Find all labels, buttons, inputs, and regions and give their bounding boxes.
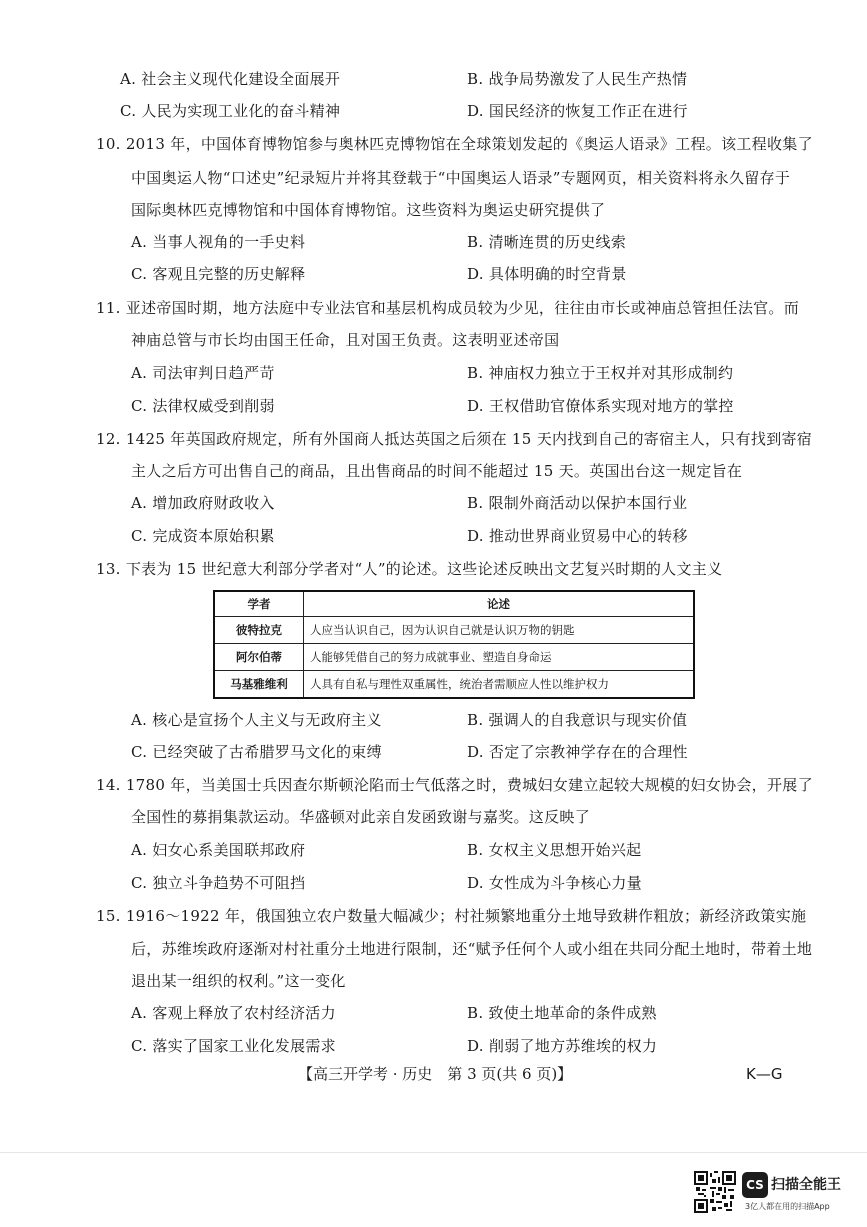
page-footer-title: 【高三开学考 · 历史 第 3 页(共 6 页)】 [298, 1065, 573, 1083]
q12-option-a: A. 增加政府财政收入 [131, 494, 275, 512]
q15-stem-line3: 退出某一组织的权利。”这一变化 [131, 972, 346, 990]
q13-stem-line1: 13. 下表为 15 世纪意大利部分学者对“人”的论述。这些论述反映出文艺复兴时期的人文主义 [96, 560, 723, 578]
q15-option-b: B. 致使土地革命的条件成熟 [467, 1004, 657, 1022]
q10-stem-line2: 中国奥运人物“口述史”纪录短片并将其登载于“中国奥运人语录”专题网页，相关资料将永久留存于 [131, 169, 791, 187]
table-cell-statement: 人应当认识自己，因为认识自己就是认识万物的钥匙 [304, 617, 695, 644]
q9-option-a: A. 社会主义现代化建设全面展开 [120, 70, 341, 88]
q10-option-c: C. 客观且完整的历史解释 [131, 265, 306, 283]
camscanner-logo-icon: CS [742, 1172, 768, 1198]
table-cell-scholar: 马基雅维利 [214, 671, 304, 699]
table-cell-statement: 人能够凭借自己的努力成就事业、塑造自身命运 [304, 644, 695, 671]
q12-stem-line1: 12. 1425 年英国政府规定，所有外国商人抵达英国之后须在 15 天内找到自己的寄宿主人，只有找到寄宿 [96, 430, 813, 448]
q12-option-d: D. 推动世界商业贸易中心的转移 [467, 527, 688, 545]
q12-option-c: C. 完成资本原始积累 [131, 527, 275, 545]
table-cell-statement: 人具有自私与理性双重属性，统治者需顺应人性以维护权力 [304, 671, 695, 699]
q11-stem-line2: 神庙总管与市长均由国王任命，且对国王负责。这表明亚述帝国 [131, 331, 560, 349]
q14-option-d: D. 女性成为斗争核心力量 [467, 874, 642, 892]
camscanner-name: 扫描全能王 [771, 1177, 841, 1193]
table-row [214, 671, 694, 699]
q9-option-c: C. 人民为实现工业化的奋斗精神 [120, 102, 341, 120]
table-header-scholar: 学者 [214, 591, 304, 617]
q9-option-b: B. 战争局势激发了人民生产热情 [467, 70, 688, 88]
q11-option-a: A. 司法审判日趋严苛 [131, 364, 275, 382]
q10-option-b: B. 清晰连贯的历史线索 [467, 233, 627, 251]
q13-option-d: D. 否定了宗教神学存在的合理性 [467, 743, 688, 761]
q14-option-a: A. 妇女心系美国联邦政府 [131, 841, 306, 859]
q13-table [213, 590, 695, 699]
table-cell-scholar: 彼特拉克 [214, 617, 304, 644]
scan-divider [0, 1152, 867, 1153]
q9-option-d: D. 国民经济的恢复工作正在进行 [467, 102, 688, 120]
table-header-row [214, 591, 694, 617]
q15-stem-line1: 15. 1916～1922 年，俄国独立农户数量大幅减少；村社频繁地重分土地导致耕作粗放；新经济政策实施 [96, 907, 807, 925]
q14-stem-line1: 14. 1780 年，当美国士兵因查尔斯顿沦陷而士气低落之时，费城妇女建立起较大规模的妇女协会，开展了 [96, 776, 813, 794]
qr-code-icon [694, 1171, 736, 1213]
q15-option-a: A. 客观上释放了农村经济活力 [131, 1004, 336, 1022]
q14-option-b: B. 女权主义思想开始兴起 [467, 841, 642, 859]
q10-option-d: D. 具体明确的时空背景 [467, 265, 627, 283]
camscanner-tagline: 3亿人都在用的扫描App [745, 1202, 830, 1211]
q13-option-c: C. 已经突破了古希腊罗马文化的束缚 [131, 743, 382, 761]
q13-option-b: B. 强调人的自我意识与现实价值 [467, 711, 688, 729]
q12-option-b: B. 限制外商活动以保护本国行业 [467, 494, 688, 512]
q11-option-c: C. 法律权威受到削弱 [131, 397, 275, 415]
page-footer-code: K—G [746, 1065, 783, 1083]
q13-option-a: A. 核心是宣扬个人主义与无政府主义 [131, 711, 382, 729]
q12-stem-line2: 主人之后方可出售自己的商品，且出售商品的时间不能超过 15 天。英国出台这一规定旨在 [131, 462, 743, 480]
q11-stem-line1: 11. 亚述帝国时期，地方法庭中专业法官和基层机构成员较为少见，往往由市长或神庙总管担任法官。而 [96, 299, 800, 317]
table-header-statement: 论述 [304, 591, 695, 617]
table-row [214, 644, 694, 671]
q10-option-a: A. 当事人视角的一手史料 [131, 233, 306, 251]
q15-stem-line2: 后，苏维埃政府逐渐对村社重分土地进行限制，还“赋予任何个人或小组在共同分配土地时，带着土地 [131, 940, 813, 958]
q11-option-d: D. 王权借助官僚体系实现对地方的掌控 [467, 397, 734, 415]
table-cell-scholar: 阿尔伯蒂 [214, 644, 304, 671]
q11-option-b: B. 神庙权力独立于王权并对其形成制约 [467, 364, 734, 382]
q15-option-d: D. 削弱了地方苏维埃的权力 [467, 1037, 658, 1055]
q14-stem-line2: 全国性的募捐集款运动。华盛顿对此亲自发函致谢与嘉奖。这反映了 [131, 808, 591, 826]
q10-stem-line1: 10. 2013 年，中国体育博物馆参与奥林匹克博物馆在全球策划发起的《奥运人语录》工程。该工程收集了 [96, 135, 813, 153]
q15-option-c: C. 落实了国家工业化发展需求 [131, 1037, 336, 1055]
q14-option-c: C. 独立斗争趋势不可阻挡 [131, 874, 306, 892]
q10-stem-line3: 国际奥林匹克博物馆和中国体育博物馆。这些资料为奥运史研究提供了 [131, 201, 606, 219]
table-row [214, 617, 694, 644]
